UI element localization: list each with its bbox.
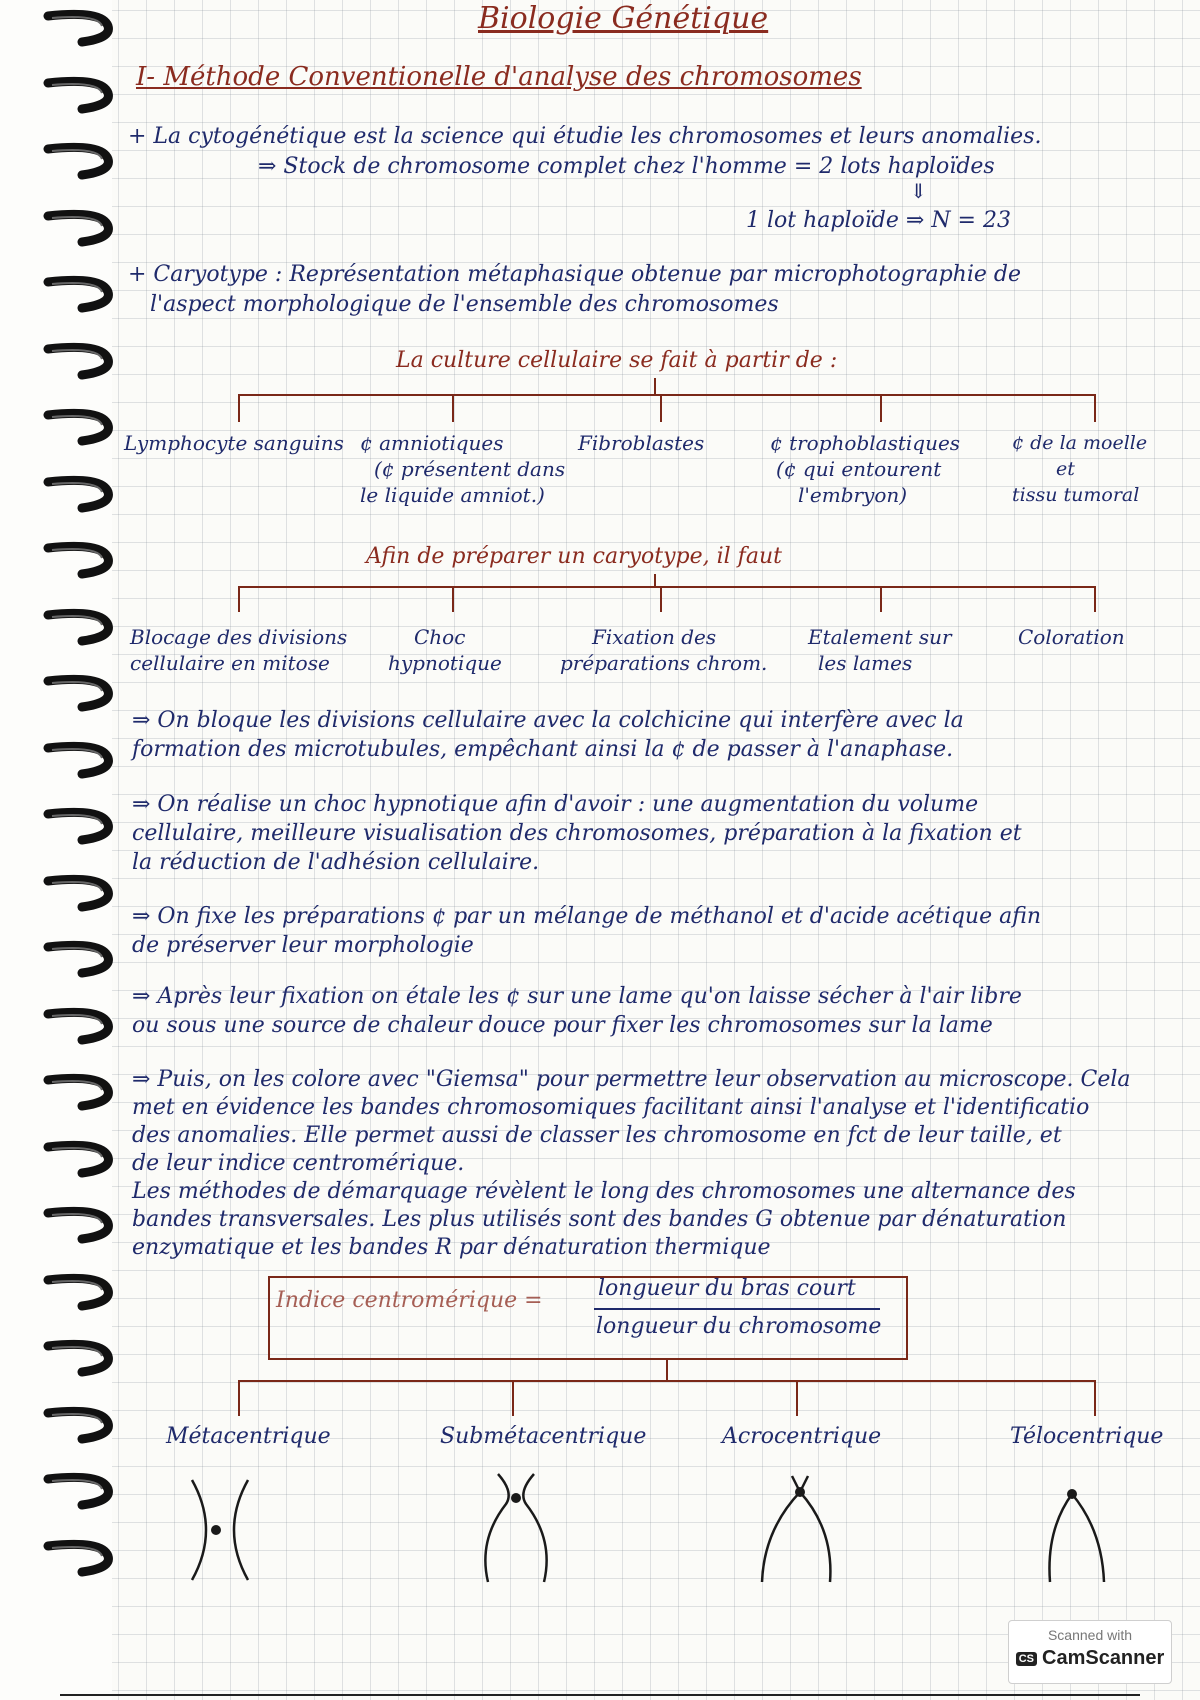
tree-bar <box>238 1380 1096 1382</box>
step-paragraph: ⇒ On réalise un choc hypnotique afin d'avoir : une augmentation du volume cellulaire, meilleure visualisation des chromosomes, préparation à la fixation et la réduction de l'adhésion cellulaire. <box>132 792 1022 875</box>
step-paragraph: ⇒ Après leur fixation on étale les ¢ sur une lame qu'on laisse sécher à l'air libre ou sous une source de chaleur douce pour fixer les chromosomes sur la lame <box>132 984 1022 1038</box>
spiral-ring <box>42 1004 122 1048</box>
preparation-item: Fixation des préparations chrom. <box>560 625 768 675</box>
culture-item: Fibroblastes <box>578 431 705 455</box>
tree-leg <box>452 394 454 422</box>
indice-box-right <box>906 1276 908 1360</box>
spiral-ring <box>42 272 122 316</box>
cytogenetique-line3: 1 lot haploïde ⇒ N = 23 <box>746 208 1011 233</box>
spiral-ring <box>42 405 122 449</box>
stamp-line1: Scanned with <box>1047 1627 1133 1643</box>
spiral-ring <box>42 1270 122 1314</box>
culture-item: Lymphocyte sanguins <box>124 431 344 455</box>
cytogenetique-line2: ⇒ Stock de chromosome complet chez l'homme = 2 lots haploïdes <box>258 154 995 179</box>
spiral-ring <box>42 472 122 516</box>
submetacentric-chromosome-icon <box>468 1470 568 1590</box>
acrocentric-chromosome-icon <box>750 1470 850 1590</box>
spiral-ring <box>42 1469 122 1513</box>
culture-item: ¢ de la moelle et tissu tumoral <box>1012 432 1148 506</box>
type-label-submetacentric: Submétacentrique <box>440 1424 647 1449</box>
spiral-ring <box>42 738 122 782</box>
spiral-ring <box>42 671 122 715</box>
preparation-heading: Afin de préparer un caryotype, il faut <box>366 544 782 569</box>
tree-leg <box>452 586 454 612</box>
step-paragraph: ⇒ On bloque les divisions cellulaire avec la colchicine qui interfère avec la formation des microtubules, empêchant ainsi la ¢ de passer à l'anaphase. <box>132 708 964 762</box>
tree-leg <box>1094 586 1096 612</box>
step-paragraph: ⇒ Puis, on les colore avec "Giemsa" pour permettre leur observation au microscope. Cela met en évidence les bandes chromosomiques facilitant ainsi l'analyse et l'identificatio des anomalies. Elle permet aussi de classer les chromosome en fct de leur taille, et de leur indice centromérique. Les méthodes de démarquage révèlent le long des chromosomes une alternance des bandes transversales. Les plus utilisés sont des bandes G obtenue par dénaturation enzymatique et les bandes R par dénaturation thermique <box>132 1067 1131 1260</box>
spiral-ring <box>42 871 122 915</box>
indice-box-bottom <box>268 1358 908 1360</box>
down-arrow-icon: ⇓ <box>910 179 927 203</box>
tree-leg <box>880 586 882 612</box>
tree-leg <box>796 1380 798 1416</box>
spiral-ring <box>42 339 122 383</box>
cytogenetique-line1: + La cytogénétique est la science qui étudie les chromosomes et leurs anomalies. <box>128 124 1042 149</box>
tree-leg <box>660 394 662 422</box>
preparation-item: Choc hypnotique <box>388 625 502 675</box>
indice-box-left <box>268 1276 270 1360</box>
camscanner-stamp <box>1008 1620 1172 1684</box>
spiral-ring <box>42 206 122 250</box>
page-bottom-rule <box>60 1694 1140 1696</box>
stamp-line2: CS CamScanner <box>1009 1647 1171 1670</box>
type-label-telocentric: Télocentrique <box>1010 1424 1164 1449</box>
tree-leg <box>512 1380 514 1416</box>
tree-leg <box>660 586 662 612</box>
spiral-ring <box>42 6 122 50</box>
spiral-ring <box>42 605 122 649</box>
tree-leg <box>238 394 240 422</box>
fraction-bar <box>594 1308 880 1310</box>
tree-bar <box>238 394 1096 396</box>
tree-leg <box>238 586 240 612</box>
preparation-item: Coloration <box>1018 625 1125 649</box>
spiral-ring <box>42 538 122 582</box>
telocentric-chromosome-icon <box>1036 1470 1136 1590</box>
spiral-ring <box>42 1203 122 1247</box>
type-label-metacentric: Métacentrique <box>166 1424 331 1449</box>
tree-leg <box>1094 394 1096 422</box>
page-title: Biologie Génétique <box>478 1 769 36</box>
section-heading: I- Méthode Conventionelle d'analyse des chromosomes <box>136 62 862 92</box>
step-paragraph: ⇒ On fixe les préparations ¢ par un mélange de méthanol et d'acide acétique afin de préserver leur morphologie <box>132 904 1042 958</box>
culture-heading: La culture cellulaire se fait à partir de : <box>396 348 838 373</box>
preparation-item: Blocage des divisions cellulaire en mitose <box>130 625 348 675</box>
spiral-ring <box>42 139 122 183</box>
indice-denominator: longueur du chromosome <box>596 1314 882 1339</box>
type-label-acrocentric: Acrocentrique <box>722 1424 882 1449</box>
spiral-ring <box>42 804 122 848</box>
spiral-ring <box>42 937 122 981</box>
tree-bar <box>238 586 1096 588</box>
preparation-item: Etalement sur les lames <box>808 625 952 675</box>
spiral-ring <box>42 1403 122 1447</box>
spiral-ring <box>42 1137 122 1181</box>
tree-stem <box>666 1360 668 1382</box>
culture-item: ¢ amniotiques (¢ présentent dans le liquide amniot.) <box>360 431 566 507</box>
tree-leg <box>880 394 882 422</box>
caryotype-line1: + Caryotype : Représentation métaphasique obtenue par microphotographie de <box>128 262 1021 287</box>
metacentric-chromosome-icon <box>170 1470 270 1590</box>
indice-numerator: longueur du bras court <box>598 1276 856 1301</box>
indice-label: Indice centromérique = <box>276 1288 543 1313</box>
culture-item: ¢ trophoblastiques (¢ qui entourent l'embryon) <box>770 431 961 507</box>
camscanner-logo-icon: CS <box>1016 1652 1037 1666</box>
spiral-ring <box>42 1336 122 1380</box>
caryotype-line2: l'aspect morphologique de l'ensemble des chromosomes <box>150 292 779 317</box>
tree-leg <box>238 1380 240 1416</box>
spiral-ring <box>42 1536 122 1580</box>
spiral-ring <box>42 1070 122 1114</box>
spiral-ring <box>42 73 122 117</box>
tree-leg <box>1094 1380 1096 1416</box>
